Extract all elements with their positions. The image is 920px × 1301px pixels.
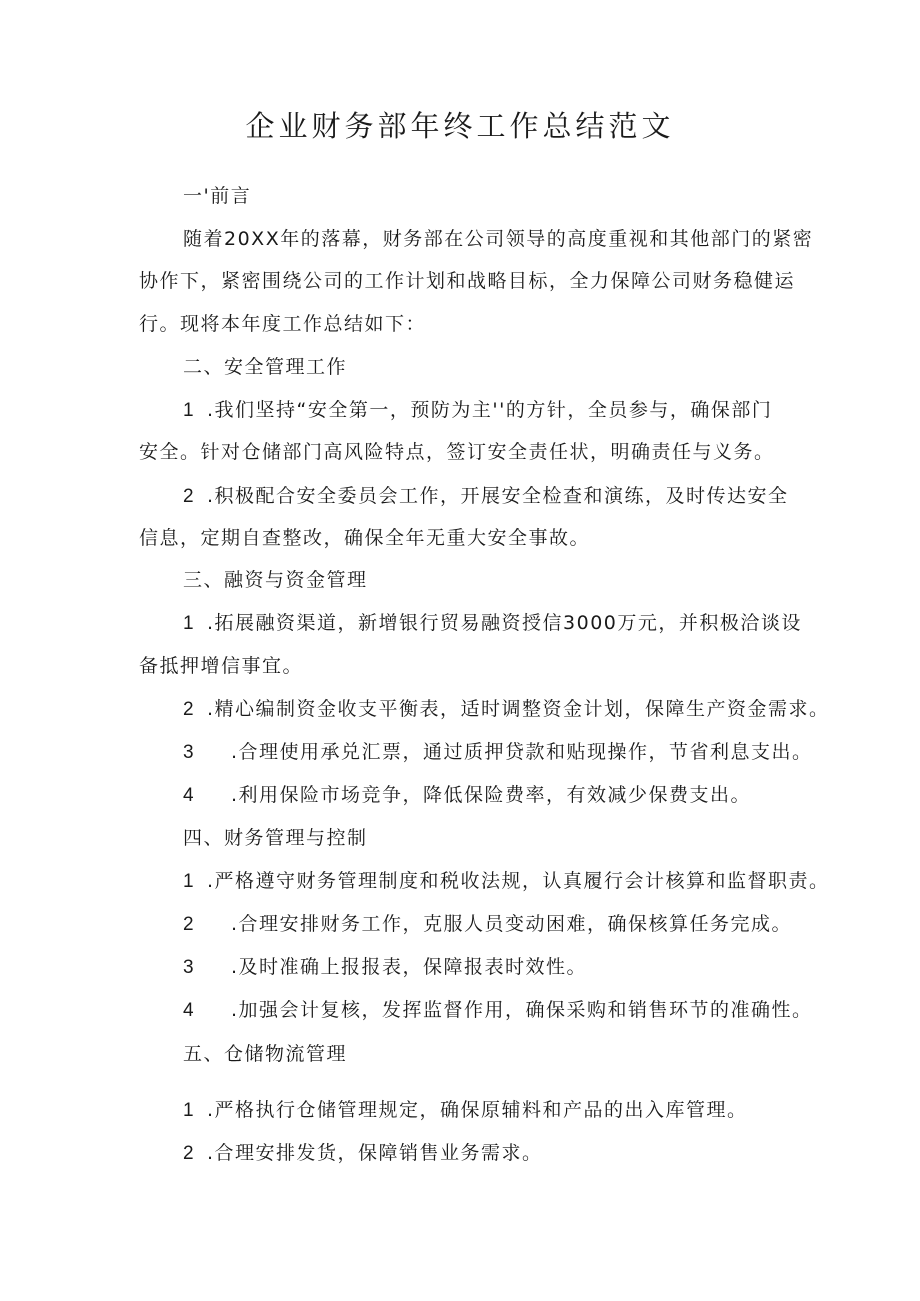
paragraph-line: 安全。针对仓储部门高风险特点，签订安全责任状，明确责任与义务。 — [139, 441, 775, 463]
item-number: 2 — [183, 486, 196, 507]
paragraph-line: 随着20XX年的落幕，财务部在公司领导的高度重视和其他部门的紧密 — [183, 228, 814, 250]
document-title: 企业财务部年终工作总结范文 — [245, 109, 675, 143]
section-heading-warehouse: 五、仓储物流管理 — [183, 1043, 348, 1065]
list-item — [183, 696, 830, 723]
item-number: 4 — [183, 785, 196, 806]
item-text: .合理使用承兑汇票，通过质押贷款和贴现操作，节省利息支出。 — [231, 741, 813, 763]
item-number: 1 — [183, 613, 196, 634]
section-heading-safety: 二、安全管理工作 — [183, 356, 348, 378]
list-item — [183, 1097, 748, 1124]
item-text: .精心编制资金收支平衡表，适时调整资金计划，保障生产资金需求。 — [207, 698, 830, 720]
item-number: 1 — [183, 1100, 196, 1121]
item-text: .拓展融资渠道，新增银行贸易融资授信3000万元，并积极洽谈设 — [207, 612, 802, 634]
paragraph-line: 备抵押增信事宜。 — [139, 655, 304, 677]
item-text: .严格遵守财务管理制度和税收法规，认真履行会计核算和监督职责。 — [207, 870, 830, 892]
item-number: 3 — [183, 742, 196, 763]
list-item — [183, 997, 813, 1024]
paragraph-line: 信息，定期自查整改，确保全年无重大安全事故。 — [139, 527, 591, 549]
item-number: 2 — [183, 914, 196, 935]
list-item — [183, 911, 792, 938]
list-item — [183, 483, 789, 510]
item-number: 2 — [183, 1143, 196, 1164]
list-item — [183, 397, 772, 424]
list-item — [183, 782, 751, 809]
list-item — [183, 954, 587, 981]
item-number: 2 — [183, 699, 196, 720]
item-text: .我们坚持“安全第一，预防为主''的方针，全员参与，确保部门 — [207, 399, 773, 421]
item-text: .合理安排发货，保障销售业务需求。 — [207, 1142, 543, 1164]
list-item — [183, 868, 830, 895]
item-text: .严格执行仓储管理规定，确保原辅料和产品的出入库管理。 — [207, 1099, 748, 1121]
paragraph-line: 协作下，紧密围绕公司的工作计划和战略目标，全力保障公司财务稳健运 — [139, 270, 796, 292]
paragraph-line: 行。现将本年度工作总结如下： — [139, 313, 427, 335]
item-text: .利用保险市场竞争，降低保险费率，有效减少保费支出。 — [231, 784, 752, 806]
item-text: .积极配合安全委员会工作，开展安全检查和演练，及时传达安全 — [207, 485, 789, 507]
item-text: .加强会计复核，发挥监督作用，确保采购和销售环节的准确性。 — [231, 999, 813, 1021]
item-number: 1 — [183, 871, 196, 892]
section-heading-financing: 三、融资与资金管理 — [183, 569, 368, 591]
item-number: 3 — [183, 957, 196, 978]
item-text: .合理安排财务工作，克服人员变动困难，确保核算任务完成。 — [231, 913, 793, 935]
section-heading-preface: 一'前言 — [183, 185, 252, 207]
list-item — [183, 1140, 543, 1167]
item-number: 1 — [183, 400, 196, 421]
section-heading-finance-control: 四、财务管理与控制 — [183, 827, 368, 849]
list-item — [183, 610, 802, 637]
list-item — [183, 739, 813, 766]
item-number: 4 — [183, 1000, 196, 1021]
item-text: .及时准确上报报表，保障报表时效性。 — [231, 956, 588, 978]
